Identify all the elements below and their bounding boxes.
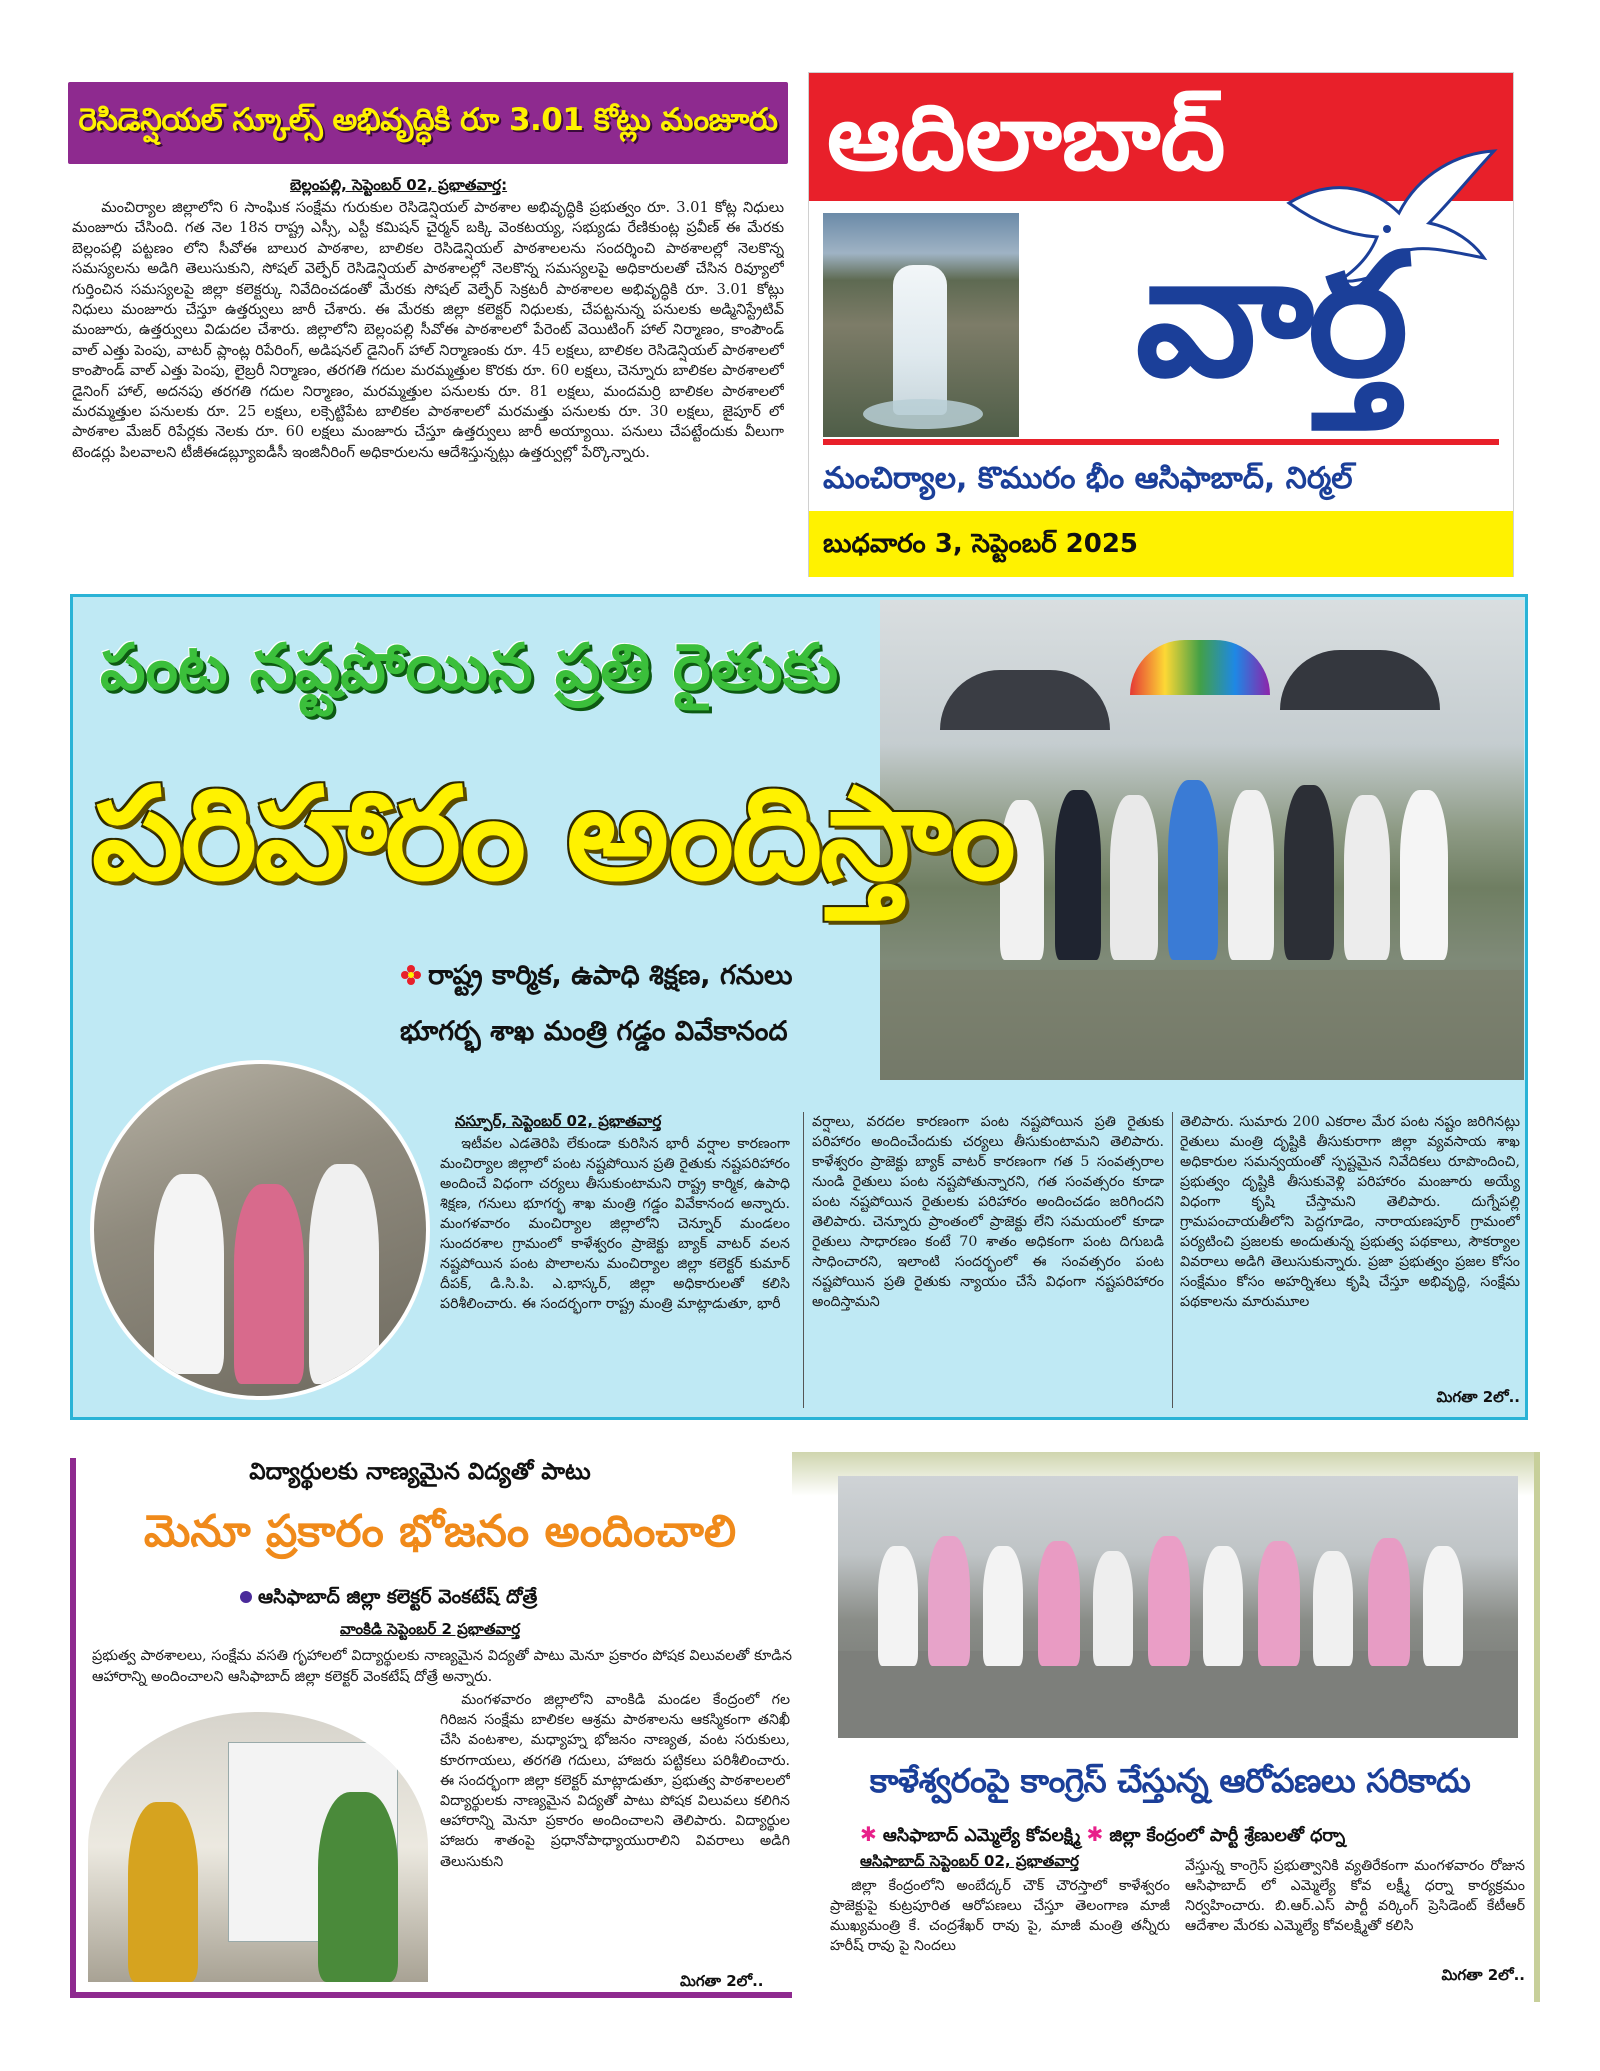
lead-story-subhead-line2: భూగర్భ శాఖ మంత్రి గడ్డం వివేకానంద: [400, 1016, 788, 1047]
protest-story-more[interactable]: మిగతా 2లో..: [1441, 1966, 1525, 1984]
lead-story-more[interactable]: మిగతా 2లో..: [1436, 1388, 1520, 1406]
lead-story-subhead-line1: రాష్ట్ర కార్మిక, ఉపాధి శిక్షణ, గనులు: [428, 960, 793, 991]
asterisk-icon: ✱: [1086, 1822, 1104, 1846]
protest-story-subhead: [860, 1818, 1520, 1850]
lead-story-col2: వర్షాలు, వరదల కారణంగా పంట నష్టపోయిన ప్రతి రైతుకు పరిహారం అందించేందుకు చర్యలు తీసుకుంటామని తెలిపారు. కాళేశ్వరం ప్రాజెక్టు బ్యాక్ వాటర్ కారణంగా గత 5 సంవత్సరాల నుండి రైతులు పంట నష్టపోతున్నారని, గత సంవత్సరం కూడా పంట నష్టపోయిన రైతులకు పరిహారం అందించడం జరిగిందని తెలిపారు. చెన్నూరు ప్రాంతంలో ప్రాజెక్టు లేని సమయంలో కూడా రైతులు సాధారణం కంటే 70 శాతం అధికంగా పంట దిగుబడి సాధించారని, ఇలాంటి సందర్భంలో ఈ సంవత్సరం పంట నష్టపోయిన ప్రతి రైతుకు న్యాయం చేసే విధంగా నష్టపరిహారం అందిస్తామని: [812, 1114, 1164, 1310]
masthead-title-line2: వార్త: [1135, 217, 1403, 415]
school-story-headline: మెనూ ప్రకారం భోజనం అందించాలి: [143, 1506, 737, 1557]
lead-story-col3: తెలిపారు. సుమారు 200 ఎకరాల మేర పంట నష్టం జరిగినట్లు రైతులు మంత్రి దృష్టికి తీసుకురాగా జిల్లా వ్యవసాయ శాఖ అధికారుల సమన్వయంతో స్పష్టమైన నివేదికలు రూపొందించి, ప్రభుత్వం దృష్టికి తీసుకువెళ్లి పరిహారం మంజూరు అయ్యే విధంగా కృషి చేస్తామని తెలిపారు. దుగ్నేపల్లి గ్రామపంచాయతీలోని పెద్దగూడెం, నారాయణపూర్ గ్రామంలో పర్యటించి ప్రజలకు అందుతున్న ప్రభుత్వ పథకాలు, సౌకర్యాల వివరాలు అడిగి తెలుసుకున్నారు. ప్రజా ప్రభుత్వం ప్రజల కోసం సంక్షేమం కోసం అహర్నిశలు కృషి చేస్తూ అభివృద్ధి, సంక్షేమ పథకాలను మారుమూల: [1180, 1114, 1520, 1310]
waterfall-photo: [823, 213, 1019, 437]
top-story-dateline: బెల్లంపల్లి, సెప్టెంబర్ 02, ప్రభాతవార్త:: [290, 176, 508, 194]
school-story-body: మంగళవారం జిల్లాలోని వాంకిడి మండల కేంద్రంలో గల గిరిజన సంక్షేమ బాలికల ఆశ్రమ పాఠశాలను ఆకస్మికంగా తనిఖీ చేసి వంటశాల, మధ్యాహ్న భోజనం నాణ్యత, వంట సరుకులు, కూరగాయలు, తరగతి గదులు, హాజరు పట్టికలు పరిశీలించారు. ఈ సందర్భంగా జిల్లా కలెక్టర్ మాట్లాడుతూ, ప్రభుత్వ పాఠశాలలలో విద్యార్థులకు నాణ్యమైన విద్యతో పాటు పోషక విలువలు కలిగిన ఆహారాన్ని మెనూ ప్రకారం అందించాలని తెలిపారు. విద్యార్థుల హాజరు శాతంపై ప్రధానోపాధ్యాయురాలిని వివరాలు అడిగి తెలుసుకుని: [440, 1692, 790, 1870]
masthead: [808, 72, 1514, 577]
protest-story-col2: వేస్తున్న కాంగ్రెస్ ప్రభుత్వానికి వ్యతిరేకంగా మంగళవారం రోజున ఆసిఫాబాద్ లో ఎమ్మెల్యే కోవ లక్ష్మీ ధర్నా కార్యక్రమం నిర్వహించారు. బి.ఆర్.ఎస్ పార్టీ వర్కింగ్ ప్రెసిడెంట్ కేటీఆర్ ఆదేశాల మేరకు ఎమ్మెల్యే కోవలక్ష్మితో కలిసి: [1185, 1858, 1525, 1934]
top-story-headline-banner: [68, 82, 788, 164]
school-story-byline-text: ఆసిఫాబాద్ జిల్లా కలెక్టర్ వెంకటేష్ దోత్రే: [258, 1586, 538, 1608]
lead-story-dateline: నస్పూర్, సెప్టెంబర్ 02, ప్రభాతవార్త: [455, 1112, 662, 1130]
lead-col-divider-1: [803, 1112, 804, 1408]
lead-story-col1: ఇటీవల ఎడతెరిపి లేకుండా కురిసిన భారీ వర్షాల కారణంగా మంచిర్యాల జిల్లాలో పంట నష్టపోయిన ప్రతి రైతుకు నష్టపరిహారం అందించే విధంగా చర్యలు తీసుకుంటామని రాష్ట్ర కార్మిక, ఉపాధి శిక్షణ, గనులు భూగర్భ శాఖ మంత్రి గడ్డం వివేకానంద అన్నారు. మంగళవారం మంచిర్యాల జిల్లాలోని చెన్నూర్ మండలం సుందరశాల గ్రామంలో కాళేశ్వరం ప్రాజెక్టు బ్యాక్ వాటర్ వలన నష్టపోయిన పంట పొలాలను మంచిర్యాల జిల్లా కలెక్టర్ కుమార్ దీపక్, డి.సి.పి. ఎ.భాస్కర్, జిల్లా అధికారులతో కలిసి పరిశీలించారు. ఈ సందర్భంగా రాష్ట్ర మంత్రి మాట్లాడుతూ, భారీ: [440, 1136, 790, 1312]
lead-story-inset-photo: [90, 1060, 430, 1400]
school-story-kicker: విద్యార్థులకు నాణ్యమైన విద్యతో పాటు: [249, 1459, 591, 1485]
protest-story-col1: జిల్లా కేంద్రంలోని అంబేద్కర్ చౌక్ చౌరస్తాలో కాళేశ్వరం ప్రాజెక్టుపై కుట్రపూరిత ఆరోపణలు చేస్తూ తెలంగాణ మాజీ ముఖ్యమంత్రి కే. చంద్రశేఖర్ రావు పై, మాజీ మంత్రి తన్నీరు హరీష్ రావు పై నిందలు: [830, 1878, 1170, 1954]
protest-story-subhead-b: జిల్లా కేంద్రంలో పార్టీ శ్రేణులతో ధర్నా: [1109, 1826, 1346, 1846]
school-story-byline: [240, 1580, 780, 1614]
lead-story-subhead: [400, 950, 960, 1070]
school-story-dateline: వాంకిడి సెప్టెంబర్ 2 ప్రభాతవార్త: [340, 1620, 521, 1638]
masthead-date: బుధవారం 3, సెప్టెంబర్ 2025: [823, 529, 1139, 559]
top-story-body: మంచిర్యాల జిల్లాలోని 6 సాంఘిక సంక్షేమ గురుకుల రెసిడెన్షియల్ పాఠశాల అభివృద్ధికి ప్రభుత్వం రూ. 3.01 కోట్ల నిధులు మంజూరు చేసింది. గత నెల 18న రాష్ట్ర ఎస్సీ, ఎస్టీ కమిషన్ చైర్మన్ బక్కి వెంకటయ్య, సభ్యుడు రేణికుంట్ల ప్రవీణ్ ఈ మేరకు బెల్లంపల్లి పట్టణం లోని సీవోఈ బాలుర పాఠశాల, బాలికల రెసిడెన్షియల్ పాఠశాలలను సందర్శించి పాఠశాలల్లో నెలకొన్న సమస్యలను అడిగి తెలుసుకుని, సోషల్ వెల్ఫేర్ రెసిడెన్షియల్ పాఠశాలల్లో నెలకొన్న సమస్యలపై అధికారులతో చేసిన రివ్యూలో గుర్తించిన సమస్యలపై జిల్లా కలెక్టర్కు నివేదించడంతో మేరకు సోషల్ వెల్ఫేర్ సెక్రటరీ పాఠశాలల అభివృద్ధికి రూ. 3.01 కోట్లు నిధులు మంజూరు చేస్తూ ఉత్తర్వులు జారీ చేశారు. ఈ మేరకు జిల్లా కలెక్టర్ నిధులకు, చేపట్టనున్న పనులకు అడ్మినిస్ట్రేటివ్ మంజూరు, ఉత్తర్వులు విడుదల చేశారు. జిల్లాలోని బెల్లంపల్లి సీవోఈ పాఠశాలలో పేరెంట్ వెయిటింగ్ హాల్ నిర్మాణం, కాంపౌండ్ వాల్ ఎత్తు పెంపు, వాటర్ ప్లాంట్ల రిపేరింగ్, అడిషనల్ డైనింగ్ హాల్ నిర్మాణంకు రూ. 45 లక్షలు, బాలికల రెసిడెన్షియల్ పాఠశాలలో కాంపౌండ్ వాల్ ఎత్తు పెంపు, లైబ్రరీ నిర్మాణం, తరగతి గదుల మరమ్మత్తుల కొరకు రూ. 60 లక్షలు, చెన్నూరు బాలికల పాఠశాలలో డైనింగ్ హాల్, అదనపు తరగతి గదుల నిర్మాణం, మరమ్మత్తుల పనులకు రూ. 81 లక్షలు, మందమర్రి బాలికల పాఠశాలలో మరమ్మత్తుల పనులకు రూ. 25 లక్షలు, లక్సెట్టిపేట బాలికల పాఠశాలలో మరమత్తు పనులకు రూ. 30 లక్షలు, జైపూర్ లో పాఠశాల మేజర్ రిపేర్లకు నెలకు రూ. 60 లక్షలు మంజూరు చేస్తూ ఉత్తర్వులు జారీ అయ్యాయి. పనులు చేపట్టేందుకు వీలుగా టెండర్లు పిలవాలని టీజీఈడబ్ల్యూఐడీసీ ఇంజినీరింగ్ అధికారులను ఆదేశిస్తున్నట్లు ఉత్తర్వుల్లో పేర్కొన్నారు.: [72, 199, 784, 461]
flower-bullet-icon: [400, 964, 422, 986]
lead-col-divider-2: [1172, 1112, 1173, 1408]
protest-story-photo: [838, 1476, 1518, 1738]
protest-story-subhead-a: ఆసిఫాబాద్ ఎమ్మెల్యే కోవలక్ష్మి: [882, 1826, 1081, 1846]
school-story-more[interactable]: మిగతా 2లో..: [680, 1972, 764, 1990]
masthead-rule: [823, 439, 1499, 445]
top-story-headline: రెసిడెన్షియల్ స్కూల్స్ అభివృద్ధికి రూ 3.01 కోట్లు మంజూరు: [78, 101, 778, 138]
asterisk-icon: ✱: [860, 1822, 877, 1846]
masthead-regions: మంచిర్యాల, కొమురం భీం ఆసిఫాబాద్, నిర్మల్: [823, 461, 1353, 496]
protest-story-dateline: ఆసిఫాబాద్ సెప్టెంబర్ 02, ప్రభాతవార్త: [860, 1852, 1079, 1870]
masthead-title-line1: ఆదిలాబాద్: [827, 84, 1226, 191]
lead-story-headline: పరిహారం అందిస్తాం: [92, 760, 1014, 909]
school-story-lead: ప్రభుత్వ పాఠశాలలు, సంక్షేమ వసతి గృహాలలో విద్యార్థులకు నాణ్యమైన విద్యతో పాటు మెనూ ప్రకారం పోషక విలువలతో కూడిన ఆహారాన్ని అందించాలని ఆసిఫాబాద్ జిల్లా కలెక్టర్ వెంకటేష్ దోత్రే అన్నారు.: [92, 1648, 792, 1685]
byline-bullet-icon: [240, 1591, 252, 1603]
protest-story-headline: కాళేశ్వరంపై కాంగ్రెస్ చేస్తున్న ఆరోపణలు సరికాదు: [869, 1761, 1471, 1800]
school-story-photo: [88, 1712, 428, 1982]
lead-story-kicker: పంట నష్టపోయిన ప్రతి రైతుకు: [100, 631, 839, 705]
